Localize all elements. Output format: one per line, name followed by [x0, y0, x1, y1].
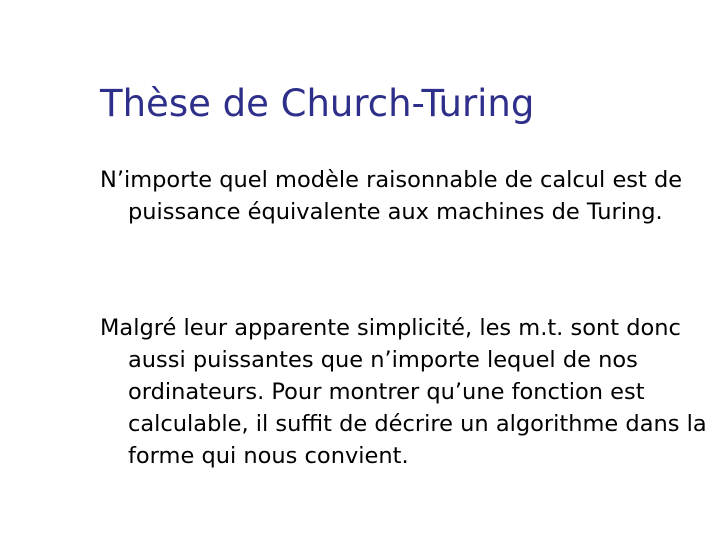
- paragraph-turing-machine-power: Malgré leur apparente simplicité, les m.t. sont donc aussi puissantes que n’importe lequel de nos ordinateurs. Pour montrer qu’une fonction est calculable, il suffit de décrire un algorithme dans la forme qui nous convient.: [100, 315, 707, 469]
- slide-title: Thèse de Church-Turing: [100, 82, 535, 125]
- paragraph-church-turing-thesis: N’importe quel modèle raisonnable de calcul est de puissance équivalente aux machines de Turing.: [100, 167, 683, 225]
